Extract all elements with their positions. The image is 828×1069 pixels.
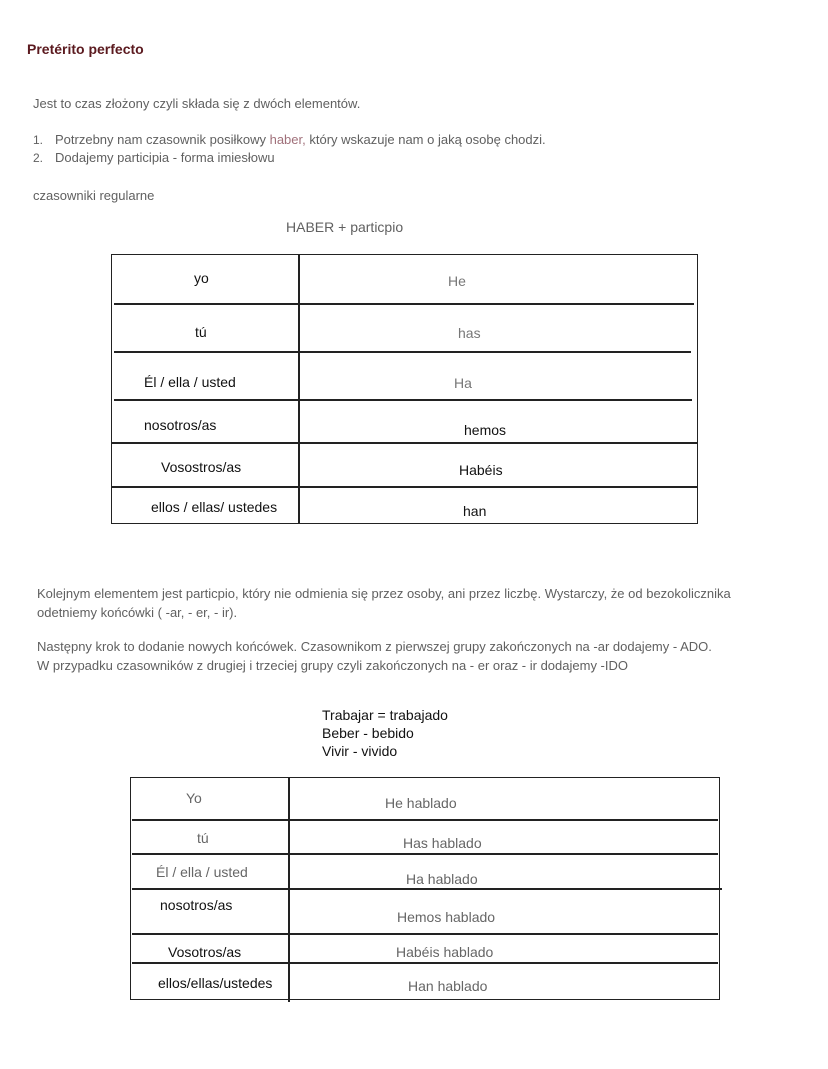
example-line: Vivir - vivido	[322, 743, 398, 759]
table-person-cell: yo	[194, 270, 209, 286]
regular-verbs-label: czasowniki regularne	[33, 188, 155, 203]
row-divider	[114, 303, 694, 305]
formula-heading: HABER + particpio	[286, 219, 404, 235]
participle-paragraph-line: odetniemy końcówki ( -ar, - er, - ir).	[37, 605, 238, 620]
table-form-cell: Hemos hablado	[397, 909, 496, 925]
page-title: Pretérito perfecto	[27, 41, 144, 57]
participle-paragraph-line: Kolejnym elementem jest particpio, który nie odmienia się przez osoby, ani przez liczbę. Wystarczy, że od bezokolicznika	[37, 586, 731, 601]
list-item: Dodajemy participia - forma imiesłowu	[55, 150, 275, 165]
table-form-cell: han	[463, 503, 487, 519]
table-person-cell: Vosostros/as	[161, 459, 242, 475]
column-divider	[288, 778, 290, 1002]
intro-text: Jest to czas złożony czyli składa się z dwóch elementów.	[33, 96, 361, 111]
table-form-cell: Has hablado	[403, 835, 482, 851]
table-person-cell: ellos/ellas/ustedes	[158, 975, 273, 991]
table-person-cell: nosotros/as	[144, 417, 217, 433]
example-line: Beber - bebido	[322, 725, 414, 741]
table-person-cell: Él / ella / usted	[156, 864, 248, 880]
row-divider	[132, 888, 722, 890]
row-divider	[132, 933, 718, 935]
row-divider	[112, 442, 697, 444]
table-form-cell: has	[458, 325, 481, 341]
list-number: 2.	[33, 151, 44, 165]
table-form-cell: Habéis hablado	[396, 944, 494, 960]
row-divider	[114, 351, 691, 353]
table-person-cell: Yo	[186, 790, 202, 806]
row-divider	[132, 819, 718, 821]
endings-paragraph-line: Następny krok to dodanie nowych końcówek. Czasownikom z pierwszej grupy zakończonych na -ar dodajemy - ADO.	[37, 639, 712, 654]
table-form-cell: Han hablado	[408, 978, 488, 994]
table-form-cell: Habéis	[459, 462, 503, 478]
haber-highlight: haber,	[269, 132, 306, 147]
table-person-cell: Vosotros/as	[168, 944, 242, 960]
table-form-cell: He	[448, 273, 466, 289]
row-divider	[112, 486, 697, 488]
examples-block	[322, 706, 448, 760]
table-person-cell: ellos / ellas/ ustedes	[151, 499, 278, 515]
row-divider	[132, 962, 718, 964]
table-person-cell: tú	[195, 324, 207, 340]
row-divider	[114, 399, 692, 401]
table-form-cell: Ha hablado	[406, 871, 478, 887]
table-form-cell: hemos	[464, 422, 507, 438]
table-form-cell: He hablado	[385, 795, 457, 811]
list-item-text: Potrzebny nam czasownik posiłkowy	[55, 132, 270, 147]
table-person-cell: Él / ella / usted	[144, 374, 236, 390]
list-number: 1.	[33, 133, 44, 147]
list-item	[55, 132, 546, 147]
list-item-text: który wskazuje nam o jaką osobę chodzi.	[305, 132, 546, 147]
column-divider	[298, 255, 300, 523]
table-form-cell: Ha	[454, 375, 472, 391]
example-line: Trabajar = trabajado	[322, 707, 448, 723]
endings-paragraph-line: W przypadku czasowników z drugiej i trzeciej grupy czyli zakończonych na - er oraz - ir dodajemy -IDO	[37, 658, 628, 673]
table-person-cell: tú	[197, 830, 209, 846]
row-divider	[132, 853, 718, 855]
table-person-cell: nosotros/as	[160, 897, 233, 913]
